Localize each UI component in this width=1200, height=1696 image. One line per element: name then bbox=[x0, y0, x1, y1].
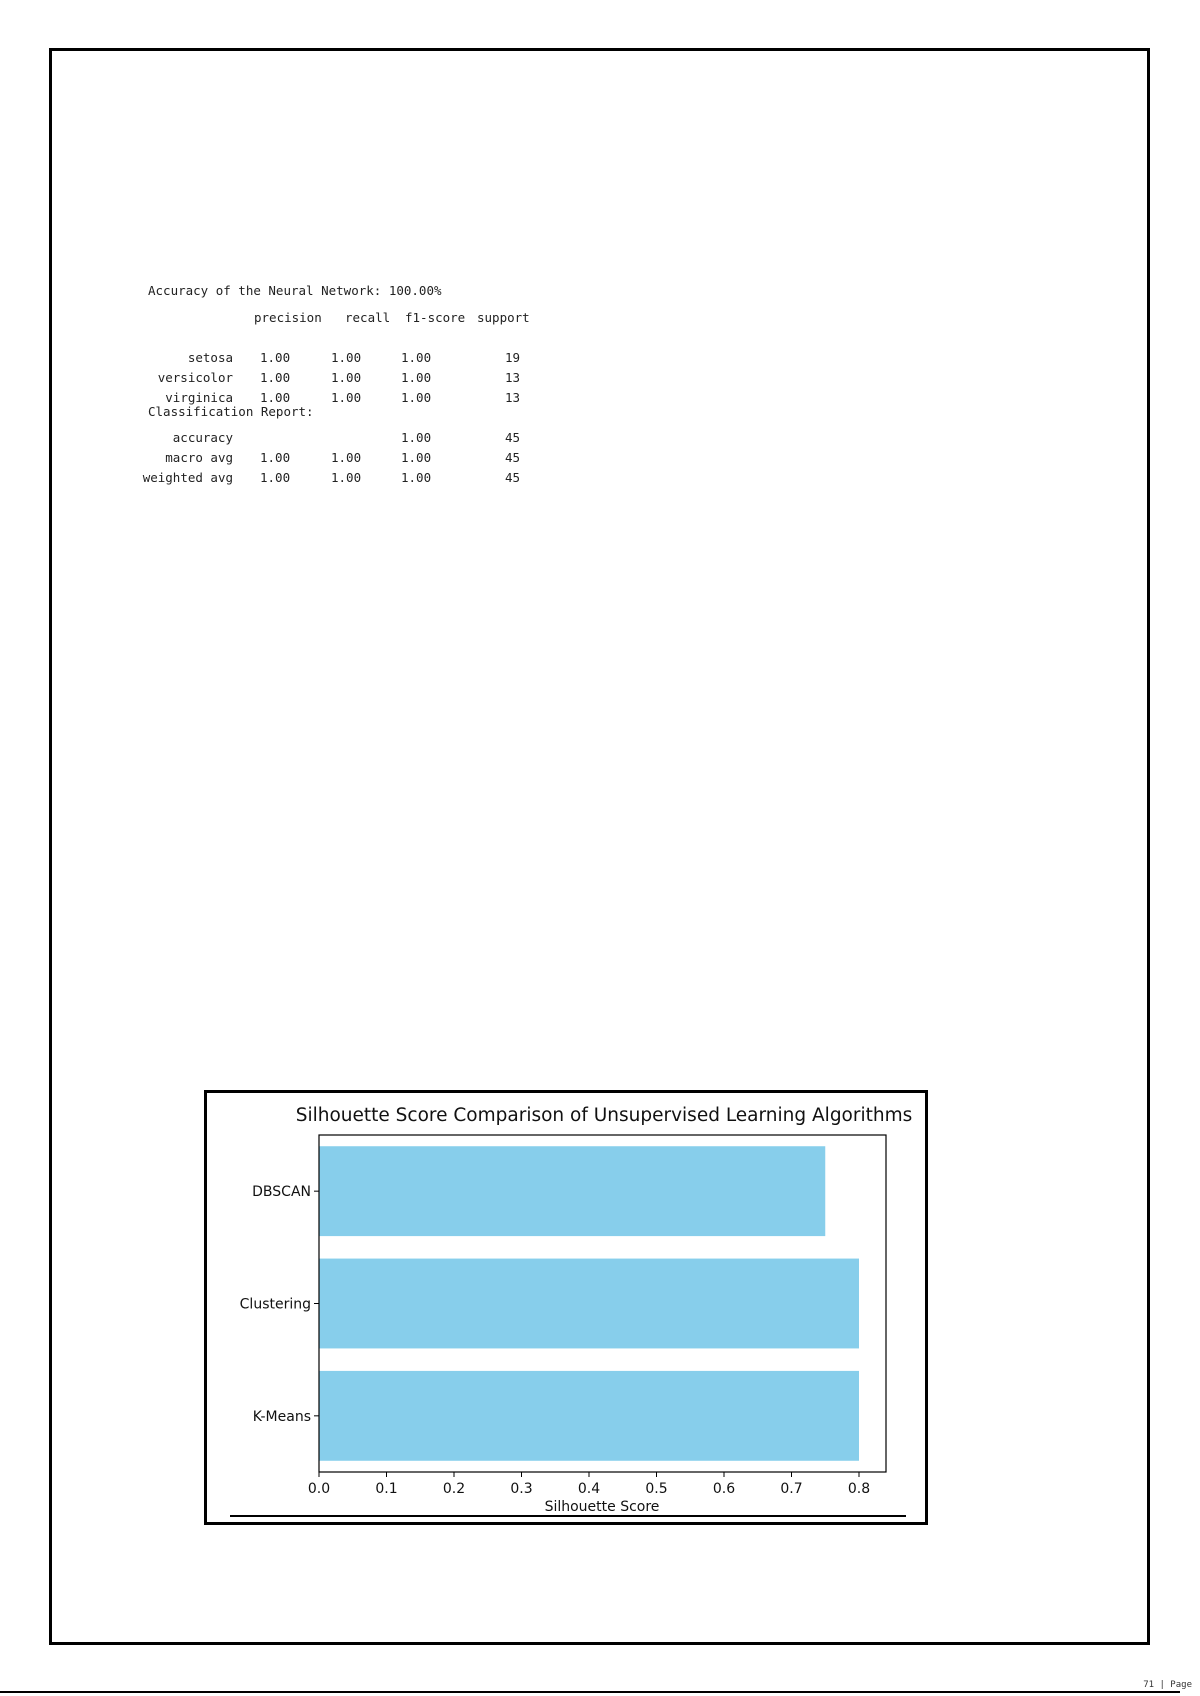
row-support: 13 bbox=[505, 390, 521, 405]
summary-row bbox=[148, 430, 548, 450]
summary-precision: 1.00 bbox=[260, 470, 291, 485]
silhouette-bar-chart bbox=[207, 1093, 925, 1522]
summary-label: macro avg bbox=[165, 450, 233, 465]
summary-label: weighted avg bbox=[142, 470, 233, 485]
x-tick-label: 0.0 bbox=[307, 1481, 331, 1497]
x-tick-label: 0.5 bbox=[645, 1481, 668, 1497]
report-header-row bbox=[148, 310, 548, 330]
summary-support: 45 bbox=[505, 470, 521, 485]
x-axis-label: Silhouette Score bbox=[544, 1499, 660, 1515]
bar-clustering bbox=[319, 1259, 859, 1349]
header-f1-score: f1-score bbox=[405, 310, 466, 325]
row-recall: 1.00 bbox=[331, 370, 362, 385]
console-output bbox=[148, 240, 442, 443]
summary-f1: 1.00 bbox=[401, 430, 432, 445]
row-label: versicolor bbox=[157, 370, 233, 385]
report-row bbox=[148, 370, 548, 390]
y-tick-label: Clustering bbox=[239, 1296, 311, 1313]
row-label: virginica bbox=[165, 390, 233, 405]
x-tick-label: 0.8 bbox=[847, 1481, 871, 1497]
chart-bottom-rule bbox=[230, 1515, 906, 1517]
summary-precision: 1.00 bbox=[260, 450, 291, 465]
row-f1: 1.00 bbox=[401, 350, 432, 365]
chart-frame bbox=[204, 1090, 928, 1525]
report-title: Classification Report: bbox=[148, 404, 314, 420]
accuracy-line: Accuracy of the Neural Network: 100.00% bbox=[148, 282, 442, 298]
bar-k-means bbox=[319, 1371, 859, 1461]
summary-recall: 1.00 bbox=[331, 470, 362, 485]
row-precision: 1.00 bbox=[260, 390, 291, 405]
summary-recall: 1.00 bbox=[331, 450, 362, 465]
row-precision: 1.00 bbox=[260, 370, 291, 385]
x-tick-label: 0.4 bbox=[577, 1481, 601, 1497]
x-tick-label: 0.1 bbox=[375, 1481, 398, 1497]
x-tick-label: 0.2 bbox=[442, 1481, 466, 1497]
chart-title: Silhouette Score Comparison of Unsupervised Learning Algorithms bbox=[295, 1105, 913, 1126]
x-tick-label: 0.7 bbox=[780, 1481, 803, 1497]
header-precision: precision bbox=[254, 310, 322, 325]
row-recall: 1.00 bbox=[331, 350, 362, 365]
y-axis bbox=[240, 1184, 319, 1425]
header-recall: recall bbox=[345, 310, 391, 325]
report-row bbox=[148, 350, 548, 370]
row-f1: 1.00 bbox=[401, 390, 432, 405]
summary-support: 45 bbox=[505, 450, 521, 465]
y-tick-label: K-Means bbox=[252, 1408, 311, 1425]
y-tick-label: DBSCAN bbox=[252, 1184, 311, 1201]
x-axis bbox=[308, 1472, 870, 1497]
bar-dbscan bbox=[319, 1146, 825, 1236]
summary-f1: 1.00 bbox=[401, 450, 432, 465]
row-label: setosa bbox=[187, 350, 233, 365]
page-number: 71 | Page bbox=[1143, 1680, 1192, 1690]
footer-rule bbox=[0, 1691, 1180, 1693]
header-support: support bbox=[477, 310, 530, 325]
summary-row bbox=[148, 450, 548, 470]
report-row bbox=[148, 390, 548, 410]
summary-support: 45 bbox=[505, 430, 521, 445]
row-precision: 1.00 bbox=[260, 350, 291, 365]
summary-label: accuracy bbox=[172, 430, 233, 445]
x-tick-label: 0.6 bbox=[712, 1481, 736, 1497]
summary-f1: 1.00 bbox=[401, 470, 432, 485]
bars-layer bbox=[319, 1146, 859, 1461]
row-recall: 1.00 bbox=[331, 390, 362, 405]
summary-row bbox=[142, 470, 548, 490]
x-tick-label: 0.3 bbox=[510, 1481, 533, 1497]
row-support: 13 bbox=[505, 370, 521, 385]
row-support: 19 bbox=[505, 350, 521, 365]
row-f1: 1.00 bbox=[401, 370, 432, 385]
